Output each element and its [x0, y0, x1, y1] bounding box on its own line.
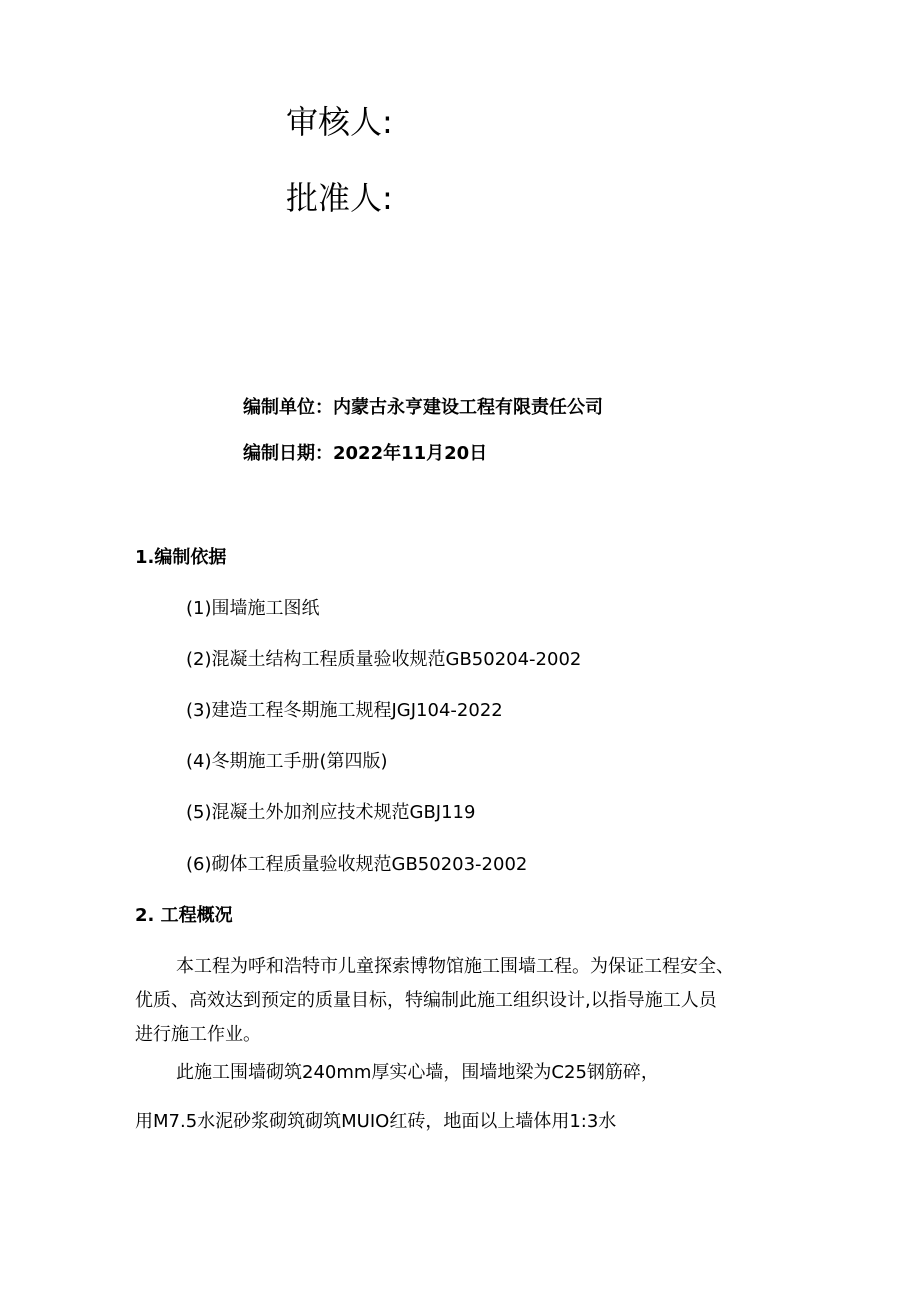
overview-paragraph-line: 进行施工作业。 — [135, 1024, 261, 1045]
approver-label: 批准人: — [286, 179, 393, 217]
compiling-date: 编制日期：2022年11月20日 — [243, 443, 488, 464]
basis-item: (5)混凝土外加剂应技术规范GBJ119 — [186, 802, 476, 823]
overview-paragraph-line: 此施工围墙砌筑240mm厚实心墙，围墙地梁为C25钢筋碎， — [176, 1062, 659, 1083]
basis-item: (2)混凝土结构工程质量验收规范GB50204-2002 — [186, 649, 582, 670]
basis-item: (3)建造工程冬期施工规程JGJ104-2022 — [186, 700, 503, 721]
basis-item: (4)冬期施工手册(第四版) — [186, 751, 388, 772]
reviewer-label: 审核人: — [286, 103, 393, 141]
overview-paragraph-line: 优质、高效达到预定的质量目标，特编制此施工组织设计,以指导施工人员 — [135, 990, 717, 1011]
overview-paragraph-line: 本工程为呼和浩特市儿童探索博物馆施工围墙工程。为保证工程安全、 — [176, 956, 734, 977]
basis-item: (1)围墙施工图纸 — [186, 598, 320, 619]
overview-paragraph-line: 用M7.5水泥砂浆砌筑砌筑MUIO红砖，地面以上墙体用1:3水 — [135, 1111, 617, 1132]
basis-item: (6)砌体工程质量验收规范GB50203-2002 — [186, 854, 528, 875]
compiling-unit: 编制单位：内蒙古永亨建设工程有限责任公司 — [243, 397, 603, 418]
section-heading-overview: 2. 工程概况 — [135, 905, 233, 926]
section-heading-basis: 1.编制依据 — [135, 547, 227, 568]
